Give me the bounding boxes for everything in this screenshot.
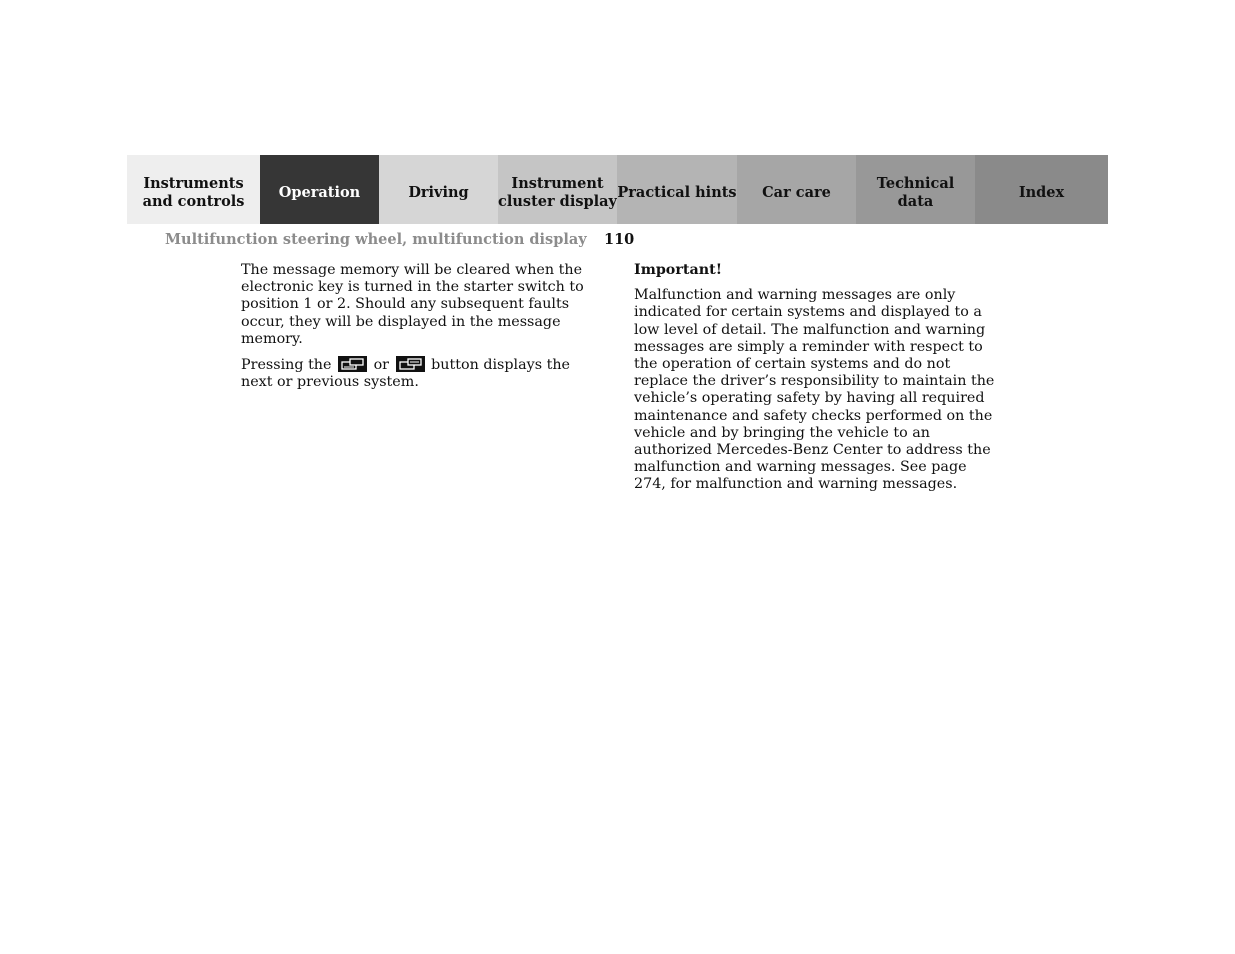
right-column — [634, 262, 996, 502]
display-next-icon — [338, 356, 367, 372]
tab-instrument-cluster-display[interactable] — [498, 155, 617, 224]
button-paragraph — [241, 356, 601, 391]
tab-label: Driving — [408, 184, 469, 201]
left-column — [241, 262, 601, 399]
tab-label: Car care — [762, 184, 831, 201]
section-title: Multifunction steering wheel, multifunction display — [165, 231, 587, 248]
tab-technical-data[interactable] — [856, 155, 975, 224]
tab-label: Instruments and controls — [142, 175, 245, 210]
tab-index[interactable] — [975, 155, 1108, 224]
button-text-after: button displays the next or previous system. — [241, 357, 571, 391]
button-text-or: or — [373, 357, 390, 374]
message-memory-paragraph: The message memory will be cleared when the electronic key is turned in the starter switch to position 1 or 2. Should any subsequent faults occur, they will be displayed in the message memory. — [241, 262, 584, 347]
tab-label: Practical hints — [617, 184, 737, 201]
tab-practical-hints[interactable] — [617, 155, 737, 224]
tab-label: Index — [1018, 184, 1065, 201]
tab-car-care[interactable] — [737, 155, 856, 224]
important-paragraph: Malfunction and warning messages are only indicated for certain systems and displayed to a low level of detail. The malfunction and warning messages are simply a reminder with respect to the operation of certain systems and do not replace the driver’s responsibility to maintain the vehicle’s operating safety by having all required maintenance and safety checks performed on the vehicle and by bringing the vehicle to an authorized Mercedes-Benz Center to address the malfunction and warning messages. See page 274, for malfunction and warning messages. — [634, 287, 995, 493]
tab-driving[interactable] — [379, 155, 498, 224]
important-heading: Important! — [634, 262, 723, 278]
tab-operation[interactable] — [260, 155, 379, 224]
display-previous-icon — [396, 356, 425, 372]
tab-label: Instrument cluster display — [498, 175, 617, 210]
chapter-tab-bar — [127, 155, 1108, 224]
tab-instruments-and-controls[interactable] — [127, 155, 260, 224]
page-number: 110 — [604, 231, 635, 248]
tab-label: Technical data — [876, 175, 955, 210]
button-text-before: Pressing the — [241, 357, 332, 374]
tab-label: Operation — [278, 184, 361, 201]
